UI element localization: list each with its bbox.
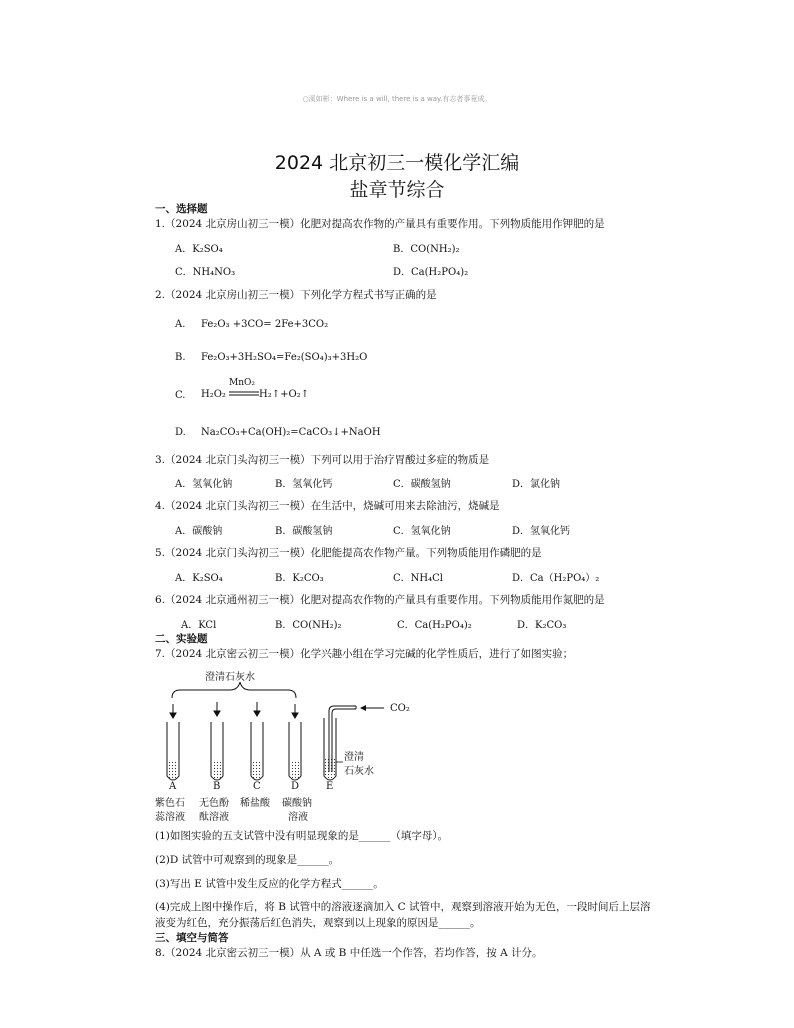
tube-b-label-line1: 无色酚 xyxy=(199,798,229,809)
tube-a-label-line1: 紫色石 xyxy=(155,798,185,809)
q4-option-a: A．碳酸钠 xyxy=(175,526,223,537)
q5-stem: 5.（2024 北京门头沟初三一模）化肥能提高农作物产量。下列物质能用作磷肥的是 xyxy=(155,547,542,559)
q7-part3: (3)写出 E 试管中发生反应的化学方程式______。 xyxy=(155,878,384,890)
watermark: ○溪如彬：Where is a will, there is a way.有志者事竟成。 xyxy=(302,95,492,103)
experiment-figure xyxy=(150,680,430,790)
tube-letter-a: A xyxy=(169,781,177,792)
q7-part2: (2)D 试管中可观察到的现象是______。 xyxy=(155,854,340,866)
tube-d-label-line2: 溶液 xyxy=(288,812,308,823)
q6-option-a: A．KCl xyxy=(181,620,217,631)
section-heading-fill: 三、填空与简答 xyxy=(155,932,229,944)
q2-option-c-equals-sign xyxy=(229,391,259,397)
q2-option-d-label: D. xyxy=(175,427,186,438)
tube-letter-b: B xyxy=(213,781,221,792)
q1-option-d: D．Ca(H₂PO₄)₂ xyxy=(393,267,469,278)
q5-option-b: B．K₂CO₃ xyxy=(275,573,324,584)
q2-option-a-equation: Fe₂O₃ +3CO= 2Fe+3CO₂ xyxy=(201,319,329,330)
q6-option-c: C．Ca(H₂PO₄)₂ xyxy=(397,620,472,631)
q2-option-b-equation: Fe₂O₃+3H₂SO₄=Fe₂(SO₄)₃+3H₂O xyxy=(201,352,368,363)
q1-option-a: A．K₂SO₄ xyxy=(175,244,223,255)
q3-option-b: B．氢氧化钙 xyxy=(275,479,333,490)
brace xyxy=(172,682,296,698)
q2-stem: 2.（2024 北京房山初三一模）下列化学方程式书写正确的是 xyxy=(155,289,437,301)
q8-stem: 8.（2024 北京密云初三一模）从 A 或 B 中任选一个作答，若均作答，按 A 计分。 xyxy=(155,947,543,959)
q4-option-c: C．氢氧化钠 xyxy=(393,526,451,537)
q1-option-c: C．NH₄NO₃ xyxy=(175,267,236,278)
q6-option-b: B．CO(NH₂)₂ xyxy=(275,620,342,631)
page-subtitle: 盐章节综合 xyxy=(349,179,445,201)
q2-option-c-label: C. xyxy=(175,390,186,401)
q2-option-d-equation: Na₂CO₃+Ca(OH)₂=CaCO₃↓+NaOH xyxy=(201,427,381,438)
q1-option-b: B．CO(NH₂)₂ xyxy=(393,244,460,255)
q4-option-b: B．碳酸氢钠 xyxy=(275,526,333,537)
q5-option-a: A．K₂SO₄ xyxy=(175,573,223,584)
q2-option-c-reactant: H₂O₂ xyxy=(201,389,226,400)
tube-b-label-line2: 酞溶液 xyxy=(199,812,229,823)
tube-c-label-line1: 稀盐酸 xyxy=(240,798,270,809)
tube-letter-e: E xyxy=(326,781,334,792)
q3-option-d: D．氯化钠 xyxy=(512,479,561,490)
tube-d-label-line1: 碳酸钠 xyxy=(282,798,312,809)
figure-label-limewater-e-line1: 澄清 xyxy=(344,752,364,763)
q3-stem: 3.（2024 北京门头沟初三一模）下列可以用于治疗胃酸过多症的物质是 xyxy=(155,454,490,466)
q5-option-c: C．NH₄Cl xyxy=(393,573,443,584)
q5-option-d: D．Ca（H₂PO₄）₂ xyxy=(512,573,600,584)
q6-stem: 6.（2024 北京通州初三一模）化肥对提高农作物的产量具有重要作用。下列物质能用作氮肥的是 xyxy=(155,594,605,606)
section-heading-choice: 一、选择题 xyxy=(155,203,208,215)
q6-option-d: D．K₂CO₃ xyxy=(517,620,567,631)
tube-letter-d: D xyxy=(291,781,300,792)
section-heading-experiment: 二、实验题 xyxy=(155,633,208,645)
q2-option-b-label: B. xyxy=(175,352,186,363)
tube-a-label-line2: 蕊溶液 xyxy=(155,812,185,823)
q1-stem: 1.（2024 北京房山初三一模）化肥对提高农作物的产量具有重要作用。下列物质能用作钾肥的是 xyxy=(155,218,605,230)
q4-option-d: D．氢氧化钙 xyxy=(512,526,571,537)
figure-label-limewater-e-line2: 石灰水 xyxy=(344,766,374,777)
page-title: 2024 北京初三一模化学汇编 xyxy=(274,152,520,174)
q3-option-a: A．氢氧化钠 xyxy=(175,479,233,490)
q7-stem: 7.（2024 北京密云初三一模）化学兴趣小组在学习完碱的化学性质后，进行了如图实验； xyxy=(155,648,574,660)
q7-part4-line1: (4)完成上图中操作后，将 B 试管中的溶液逐滴加入 C 试管中，观察到溶液开始为无色，一段时间后上层溶 xyxy=(155,901,651,913)
tube-letter-c: C xyxy=(253,781,261,792)
figure-label-co2: CO₂ xyxy=(390,703,410,714)
q2-option-c-products: H₂↑+O₂↑ xyxy=(259,389,310,400)
q2-option-c-catalyst: MnO₂ xyxy=(229,378,255,388)
q3-option-c: C．碳酸氢钠 xyxy=(393,479,451,490)
figure-label-limewater: 澄清石灰水 xyxy=(205,672,255,683)
q4-stem: 4.（2024 北京门头沟初三一模）在生活中，烧碱可用来去除油污，烧碱是 xyxy=(155,500,500,512)
q7-part4-line2: 液变为红色，充分振荡后红色消失，观察到以上现象的原因是______。 xyxy=(155,917,481,929)
q2-option-a-label: A. xyxy=(175,319,186,330)
q7-part1: (1)如图实验的五支试管中没有明显现象的是______（填字母）。 xyxy=(155,830,449,842)
